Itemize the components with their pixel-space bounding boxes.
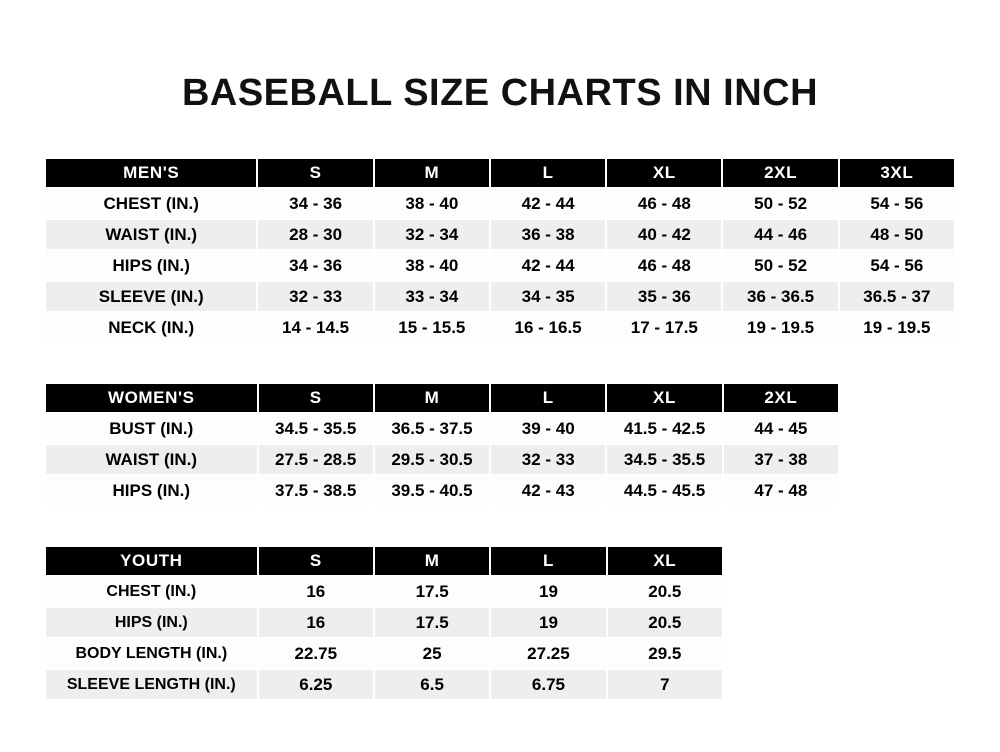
cell-value: 27.5 - 28.5	[258, 444, 374, 475]
cell-value: 46 - 48	[606, 250, 722, 281]
cell-value: 34 - 35	[490, 281, 606, 312]
cell-value: 16	[258, 576, 374, 607]
table-row	[45, 638, 723, 669]
cell-value: 29.5 - 30.5	[374, 444, 490, 475]
cell-value: 16 - 16.5	[490, 312, 606, 343]
mens-header-xl: XL	[606, 158, 722, 188]
mens-header-2xl: 2XL	[722, 158, 838, 188]
table-row	[45, 669, 723, 700]
mens-table-body	[45, 188, 955, 343]
cell-value: 38 - 40	[374, 250, 490, 281]
cell-value: 41.5 - 42.5	[606, 413, 722, 444]
row-label: HIPS (IN.)	[45, 250, 257, 281]
table-row	[45, 607, 723, 638]
table-header-row	[45, 546, 723, 576]
cell-value: 17 - 17.5	[606, 312, 722, 343]
cell-value: 32 - 33	[257, 281, 373, 312]
cell-value: 54 - 56	[839, 188, 955, 219]
cell-value: 34.5 - 35.5	[606, 444, 722, 475]
cell-value: 40 - 42	[606, 219, 722, 250]
cell-value: 19	[490, 607, 606, 638]
cell-value: 33 - 34	[374, 281, 490, 312]
cell-value: 48 - 50	[839, 219, 955, 250]
youth-size-table	[44, 545, 724, 701]
row-label: WAIST (IN.)	[45, 219, 257, 250]
table-row	[45, 281, 955, 312]
youth-table-body	[45, 576, 723, 700]
cell-value: 14 - 14.5	[257, 312, 373, 343]
womens-header-category: WOMEN'S	[45, 383, 258, 413]
cell-value: 50 - 52	[722, 188, 838, 219]
cell-value: 25	[374, 638, 490, 669]
mens-size-table	[44, 157, 956, 344]
row-label: CHEST (IN.)	[45, 576, 258, 607]
size-tables-container	[0, 157, 1000, 701]
youth-header-s: S	[258, 546, 374, 576]
table-row	[45, 475, 839, 506]
mens-header-l: L	[490, 158, 606, 188]
cell-value: 29.5	[607, 638, 723, 669]
cell-value: 34.5 - 35.5	[258, 413, 374, 444]
cell-value: 39.5 - 40.5	[374, 475, 490, 506]
cell-value: 32 - 34	[374, 219, 490, 250]
cell-value: 44.5 - 45.5	[606, 475, 722, 506]
table-row	[45, 413, 839, 444]
cell-value: 36.5 - 37	[839, 281, 955, 312]
cell-value: 20.5	[607, 576, 723, 607]
cell-value: 50 - 52	[722, 250, 838, 281]
womens-header-m: M	[374, 383, 490, 413]
cell-value: 36 - 36.5	[722, 281, 838, 312]
cell-value: 22.75	[258, 638, 374, 669]
cell-value: 20.5	[607, 607, 723, 638]
table-row	[45, 312, 955, 343]
row-label: BUST (IN.)	[45, 413, 258, 444]
cell-value: 34 - 36	[257, 250, 373, 281]
cell-value: 19 - 19.5	[722, 312, 838, 343]
cell-value: 17.5	[374, 607, 490, 638]
cell-value: 47 - 48	[723, 475, 839, 506]
cell-value: 46 - 48	[606, 188, 722, 219]
womens-header-xl: XL	[606, 383, 722, 413]
cell-value: 32 - 33	[490, 444, 606, 475]
cell-value: 16	[258, 607, 374, 638]
cell-value: 35 - 36	[606, 281, 722, 312]
table-row	[45, 250, 955, 281]
cell-value: 54 - 56	[839, 250, 955, 281]
cell-value: 19	[490, 576, 606, 607]
row-label: BODY LENGTH (IN.)	[45, 638, 258, 669]
page-title: BASEBALL SIZE CHARTS IN INCH	[181, 72, 819, 114]
cell-value: 6.5	[374, 669, 490, 700]
youth-header-xl: XL	[607, 546, 723, 576]
cell-value: 19 - 19.5	[839, 312, 955, 343]
womens-header-2xl: 2XL	[723, 383, 839, 413]
cell-value: 37 - 38	[723, 444, 839, 475]
row-label: SLEEVE LENGTH (IN.)	[45, 669, 258, 700]
table-header-row	[45, 383, 839, 413]
mens-header-s: S	[257, 158, 373, 188]
mens-header-category: MEN'S	[45, 158, 257, 188]
cell-value: 42 - 44	[490, 188, 606, 219]
table-row	[45, 444, 839, 475]
table-row	[45, 188, 955, 219]
cell-value: 6.25	[258, 669, 374, 700]
youth-header-category: YOUTH	[45, 546, 258, 576]
cell-value: 27.25	[490, 638, 606, 669]
cell-value: 28 - 30	[257, 219, 373, 250]
cell-value: 44 - 45	[723, 413, 839, 444]
row-label: CHEST (IN.)	[45, 188, 257, 219]
table-header-row	[45, 158, 955, 188]
mens-table-header	[45, 158, 955, 188]
row-label: WAIST (IN.)	[45, 444, 258, 475]
cell-value: 7	[607, 669, 723, 700]
cell-value: 15 - 15.5	[374, 312, 490, 343]
youth-table-header	[45, 546, 723, 576]
cell-value: 36.5 - 37.5	[374, 413, 490, 444]
womens-header-s: S	[258, 383, 374, 413]
row-label: SLEEVE (IN.)	[45, 281, 257, 312]
row-label: HIPS (IN.)	[45, 475, 258, 506]
cell-value: 42 - 44	[490, 250, 606, 281]
youth-header-l: L	[490, 546, 606, 576]
mens-header-3xl: 3XL	[839, 158, 955, 188]
womens-header-l: L	[490, 383, 606, 413]
cell-value: 44 - 46	[722, 219, 838, 250]
cell-value: 37.5 - 38.5	[258, 475, 374, 506]
youth-header-m: M	[374, 546, 490, 576]
row-label: NECK (IN.)	[45, 312, 257, 343]
table-row	[45, 576, 723, 607]
cell-value: 34 - 36	[257, 188, 373, 219]
table-row	[45, 219, 955, 250]
row-label: HIPS (IN.)	[45, 607, 258, 638]
cell-value: 39 - 40	[490, 413, 606, 444]
cell-value: 42 - 43	[490, 475, 606, 506]
cell-value: 6.75	[490, 669, 606, 700]
womens-size-table	[44, 382, 840, 507]
cell-value: 36 - 38	[490, 219, 606, 250]
cell-value: 17.5	[374, 576, 490, 607]
mens-header-m: M	[374, 158, 490, 188]
womens-table-header	[45, 383, 839, 413]
womens-table-body	[45, 413, 839, 506]
cell-value: 38 - 40	[374, 188, 490, 219]
